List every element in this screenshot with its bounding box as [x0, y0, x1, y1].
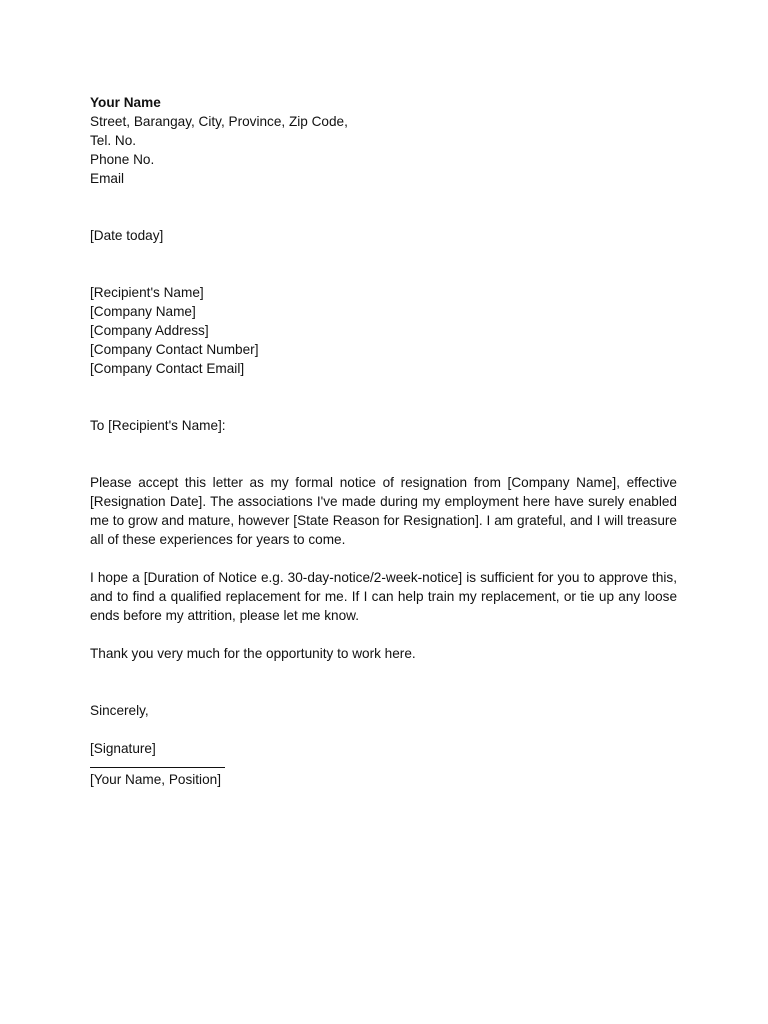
body-paragraph-1: Please accept this letter as my formal notice of resignation from [Company Name], effective [Resignation Date]. The associations I've made during my employment here have surely enabled me to grow and mature, however [State Reason for Resignation]. I am grateful, and I will treasure all of these experiences for years to come. [90, 475, 677, 547]
body-paragraph-3: Thank you very much for the opportunity to work here. [90, 646, 416, 661]
signature-line [90, 758, 225, 768]
recipient-company: [Company Name] [90, 304, 196, 319]
letter-date: [Date today] [90, 228, 164, 243]
sender-tel: Tel. No. [90, 133, 137, 148]
sender-address: Street, Barangay, City, Province, Zip Code, [90, 114, 348, 129]
signature-placeholder: [Signature] [90, 741, 156, 756]
salutation: To [Recipient's Name]: [90, 418, 226, 433]
recipient-contact-number: [Company Contact Number] [90, 342, 259, 357]
name-position: [Your Name, Position] [90, 772, 221, 787]
valediction: Sincerely, [90, 703, 149, 718]
body-paragraph-2: I hope a [Duration of Notice e.g. 30-day-notice/2-week-notice] is sufficient for you to approve this, and to find a qualified replacement for me. If I can help train my replacement, or tie up any loose ends before my attrition, please let me know. [90, 570, 677, 623]
recipient-address: [Company Address] [90, 323, 209, 338]
recipient-block [90, 283, 677, 378]
sender-phone: Phone No. [90, 152, 155, 167]
sender-block [90, 93, 677, 188]
sender-email: Email [90, 171, 124, 186]
recipient-name: [Recipient's Name] [90, 285, 204, 300]
letter-content [90, 93, 677, 789]
sender-name: Your Name [90, 95, 161, 110]
recipient-contact-email: [Company Contact Email] [90, 361, 245, 376]
